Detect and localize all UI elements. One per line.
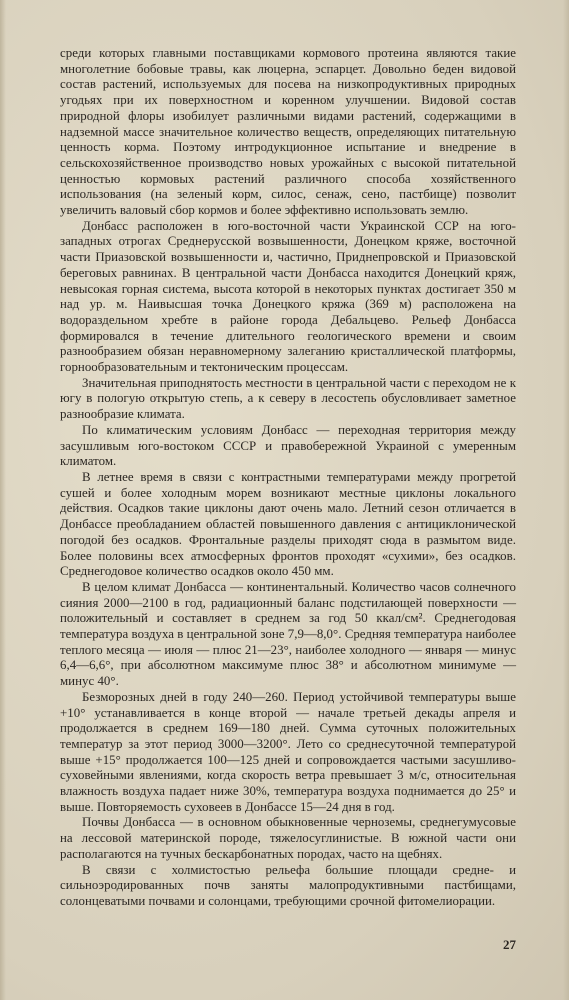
book-page bbox=[60, 46, 516, 980]
paragraph-5: В летнее время в связи с контрастными температурами между прогретой сушей и более холодным морем возникают местные циклоны локального действия. Осадков такие циклоны дают очень мало. Летний сезон отличается в Донбассе преобладанием областей повышенного давления с антициклонической погодой без осадков. Фронтальные разделы приходят сюда в размытом виде. Более половины всех атмосферных фронтов проходят «сухими», без осадков. Среднегодовое количество осадков около 450 мм. bbox=[60, 469, 516, 579]
paragraph-2: Донбасс расположен в юго-восточной части Украинской ССР на юго-западных отрогах Среднерусской возвышенности, Донецком кряже, восточной части Приазовской возвышенности и, частично, Приднепровской и Приазовской береговых равнинах. В центральной части Донбасса находится Донецкий кряж, невысокая горная система, высота которой в некоторых пунктах достигает 350 м над ур. м. Наивысшая точка Донецкого кряжа (369 м) расположена на водораздельном хребте в районе города Дебальцево. Рельеф Донбасса формировался в течение длительного геологического времени и своим разнообразием обязан неравномерному залеганию кристаллической платформы, горнообразовательным и тектоническим процессам. bbox=[60, 218, 516, 375]
paragraph-3: Значительная приподнятость местности в центральной части с переходом не к югу в пологую открытую степь, а к северу в лесостепь обусловливает заметное разнообразие климата. bbox=[60, 375, 516, 422]
paragraph-9: В связи с холмистостью рельефа большие площади средне- и сильноэродированных почв заняты малопродуктивными пастбищами, солонцеватыми почвами и солонцами, требующими срочной фитомелиорации. bbox=[60, 862, 516, 908]
page-edge-shadow-left bbox=[0, 0, 6, 1000]
paragraph-6: В целом климат Донбасса — континентальный. Количество часов солнечного сияния 2000—2100 в год, радиационный баланс подстилающей поверхности — положительный и составляет в среднем за год 50 ккал/см². Среднегодовая температура воздуха в центральной зоне 7,9—8,0°. Средняя температура наиболее теплого месяца — июля — плюс 21—23°, наиболее холодного — января — минус 6,4—6,6°, при абсолютном максимуме плюс 38° и абсолютном минимуме — минус 40°. bbox=[60, 579, 516, 689]
page-edge-shadow-right bbox=[563, 0, 569, 1000]
body-text bbox=[60, 46, 516, 910]
paragraph-8: Почвы Донбасса — в основном обыкновенные черноземы, среднегумусовые на лессовой материнской породе, тяжелосуглинистые. В южной части они располагаются на тучных бескарбонатных породах, часто на щебнях. bbox=[60, 815, 516, 861]
paragraph-4: По климатическим условиям Донбасс — переходная территория между засушливым юго-востоком СССР и правобережной Украиной с умеренным климатом. bbox=[60, 422, 516, 469]
paragraph-1: среди которых главными поставщиками кормового протеина являются такие многолетние бобовые травы, как люцерна, эспарцет. Довольно беден видовой состав растений, используемых для посева на низкопродуктивных природных угодьях при их поверхностном и коренном улучшении. Видовой состав природной флоры изобилует различными видами растений, содержащими в надземной массе значительное количество веществ, определяющих питательную ценность корма. Поэтому интродукционное испытание и внедрение в сельскохозяйственное производство новых урожайных с высокой питательной ценностью кормовых растений различного способа хозяйственного использования (на зеленый корм, силос, сенаж, сено, пастбище) позволит увеличить валовый сбор кормов и более эффективно использовать землю. bbox=[60, 46, 516, 218]
paragraph-7: Безморозных дней в году 240—260. Период устойчивой температуры выше +10° устанавливается в конце второй — начале третьей декады апреля и продолжается в среднем 169—180 дней. Сумма суточных положительных температур за этот период 3000—3200°. Лето со среднесуточной температурой выше +15° продолжается 100—125 дней и сопровождается частыми засушливо-суховейными явлениями, когда скорость ветра превышает 3 м/с, относительная влажность воздуха падает ниже 30%, температура воздуха поднимается до 25° и выше. Повторяемость суховеев в Донбассе 15—24 дня в год. bbox=[60, 689, 516, 814]
page-number: 27 bbox=[503, 937, 516, 952]
